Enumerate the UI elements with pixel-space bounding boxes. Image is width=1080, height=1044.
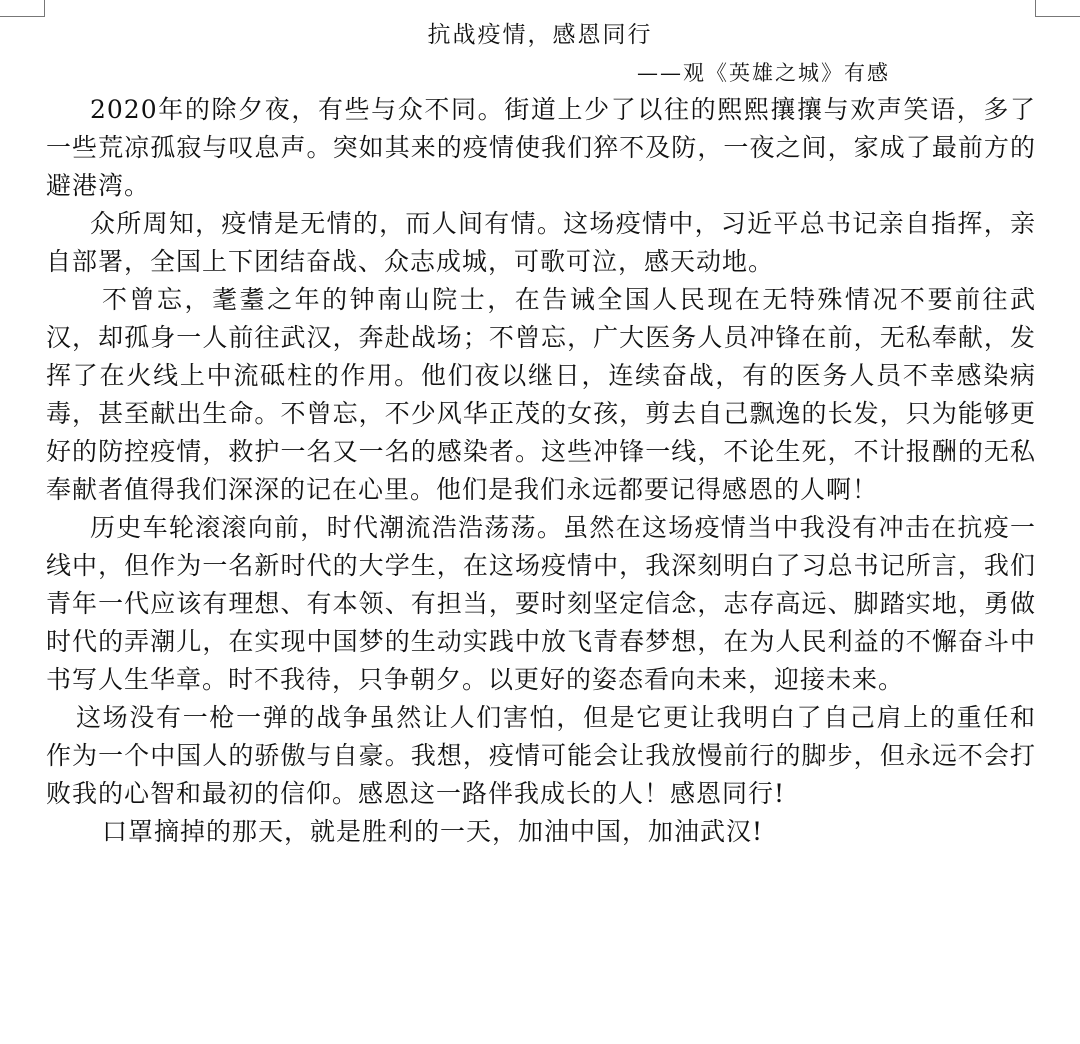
document-subtitle: ——观《英雄之城》有感: [637, 61, 890, 85]
document-title: 抗战疫情，感恩同行: [427, 22, 653, 48]
paragraph-gratitude: 这场没有一枪一弹的战争虽然让人们害怕，但是它更让我明白了自己肩上的重任和作为一个中国人的骄傲与自豪。我想，疫情可能会让我放慢前行的脚步，但永远不会打败我的心智和最初的信仰。感恩这一路伴我成长的人！感恩同行!: [46, 703, 1036, 808]
paragraph-youth-mission: 历史车轮滚滚向前，时代潮流浩浩荡荡。虽然在这场疫情当中我没有冲击在抗疫一线中，但作为一名新时代的大学生，在这场疫情中，我深刻明白了习总书记所言，我们青年一代应该有理想、有本领、有担当，要时刻坚定信念，志存高远、脚踏实地，勇做时代的弄潮儿，在实现中国梦的生动实践中放飞青春梦想，在为人民利益的不懈奋斗中书写人生华章。时不我待，只争朝夕。以更好的姿态看向未来，迎接未来。: [46, 513, 1036, 694]
paragraph-never-forget: 不曾忘，耄耋之年的钟南山院士，在告诫全国人民现在无特殊情况不要前往武汉，却孤身一人前往武汉，奔赴战场；不曾忘，广大医务人员冲锋在前，无私奉献，发挥了在火线上中流砥柱的作用。他们夜以继日，连续奋战，有的医务人员不幸感染病毒，甚至献出生命。不曾忘，不少风华正茂的女孩，剪去自己飘逸的长发，只为能够更好的防控疫情，救护一名又一名的感染者。这些冲锋一线，不论生死，不计报酬的无私奉献者值得我们深深的记在心里。他们是我们永远都要记得感恩的人啊！: [46, 285, 1036, 504]
corner-crop-mark-left: [0, 0, 45, 17]
paragraph-new-year-eve: 2020年的除夕夜，有些与众不同。街道上少了以往的熙熙攘攘与欢声笑语，多了一些荒凉孤寂与叹息声。突如其来的疫情使我们猝不及防，一夜之间，家成了最前方的避港湾。: [46, 95, 1036, 200]
document-body: [46, 91, 1036, 851]
paragraph-closing: 口罩摘掉的那天，就是胜利的一天，加油中国，加油武汉!: [102, 817, 764, 846]
paragraph-leadership: 众所周知，疫情是无情的，而人间有情。这场疫情中，习近平总书记亲自指挥，亲自部署，全国上下团结奋战、众志成城，可歌可泣，感天动地。: [46, 209, 1036, 276]
corner-crop-mark-right: [1035, 0, 1080, 17]
